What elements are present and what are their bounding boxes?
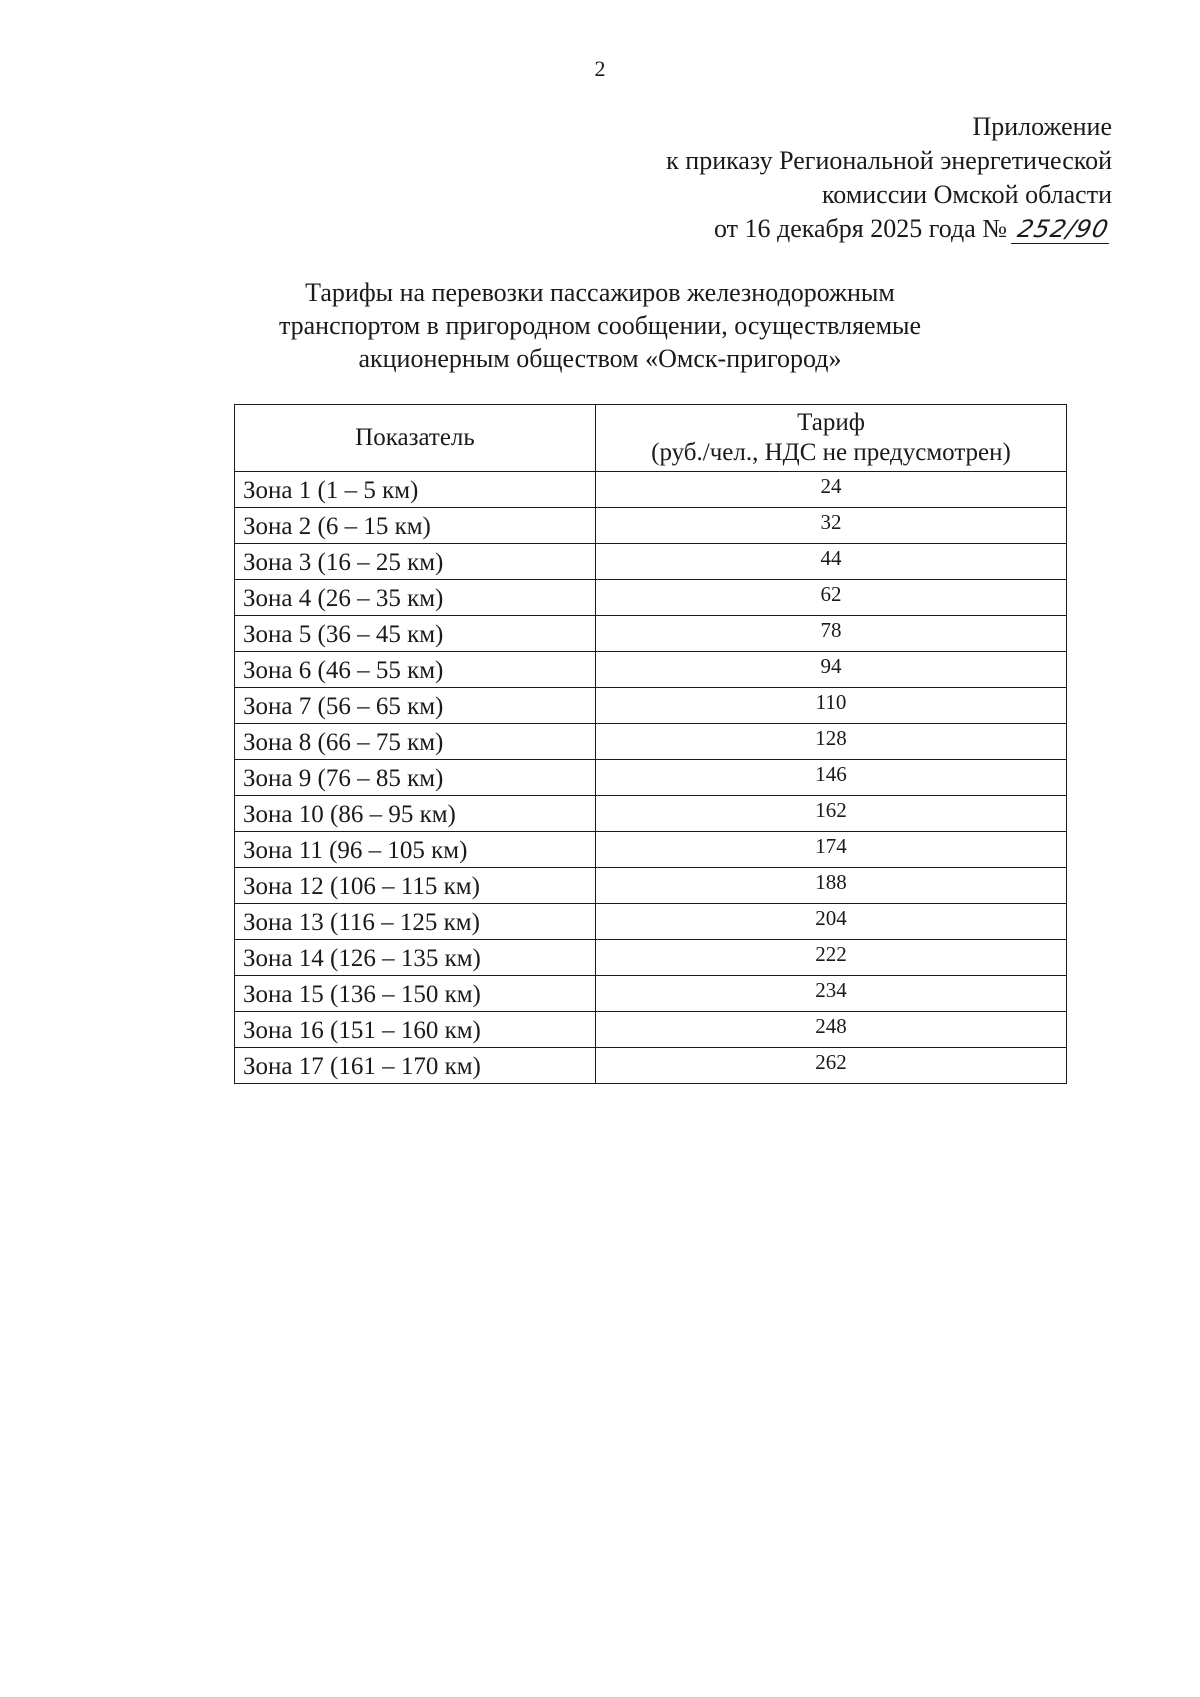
table-row <box>235 544 1067 580</box>
table-row <box>235 832 1067 868</box>
table-row <box>235 616 1067 652</box>
tariff-value-cell: 204 <box>596 904 1067 940</box>
zone-cell: Зона 9 (76 – 85 км) <box>235 760 596 796</box>
tariffs-table <box>234 404 1067 1084</box>
appendix-heading: Приложение <box>972 112 1112 141</box>
tariff-value-cell: 162 <box>596 796 1067 832</box>
header-tariff-unit: (руб./чел., НДС не предусмотрен) <box>651 439 1011 466</box>
tariff-value-cell: 234 <box>596 976 1067 1012</box>
zone-cell: Зона 4 (26 – 35 км) <box>235 580 596 616</box>
tariff-value-cell: 222 <box>596 940 1067 976</box>
appendix-date-text: от 16 декабря 2025 года № <box>713 214 1008 243</box>
zone-cell: Зона 17 (161 – 170 км) <box>235 1048 596 1084</box>
tariff-value-cell: 146 <box>596 760 1067 796</box>
zone-cell: Зона 14 (126 – 135 км) <box>235 940 596 976</box>
tariff-value-cell: 128 <box>596 724 1067 760</box>
table-row <box>235 1048 1067 1084</box>
table-row <box>235 760 1067 796</box>
appendix-order-reference: к приказу Региональной энергетической <box>666 146 1112 175</box>
header-tariff <box>596 405 1067 472</box>
tariff-value-cell: 188 <box>596 868 1067 904</box>
table-row <box>235 688 1067 724</box>
zone-cell: Зона 1 (1 – 5 км) <box>235 472 596 508</box>
zone-cell: Зона 10 (86 – 95 км) <box>235 796 596 832</box>
zone-cell: Зона 12 (106 – 115 км) <box>235 868 596 904</box>
appendix-date-line <box>412 212 1112 246</box>
tariff-value-cell: 248 <box>596 1012 1067 1048</box>
tariff-value-cell: 44 <box>596 544 1067 580</box>
zone-cell: Зона 8 (66 – 75 км) <box>235 724 596 760</box>
page-number: 2 <box>594 56 606 81</box>
tariff-value-cell: 24 <box>596 472 1067 508</box>
tariff-value-cell: 110 <box>596 688 1067 724</box>
tariff-value-cell: 32 <box>596 508 1067 544</box>
zone-cell: Зона 2 (6 – 15 км) <box>235 508 596 544</box>
zone-cell: Зона 3 (16 – 25 км) <box>235 544 596 580</box>
table-row <box>235 472 1067 508</box>
table-row <box>235 940 1067 976</box>
table-row <box>235 580 1067 616</box>
handwritten-order-number: 252/90 <box>1010 215 1115 244</box>
table-row <box>235 904 1067 940</box>
table-body <box>235 472 1067 1084</box>
zone-cell: Зона 16 (151 – 160 км) <box>235 1012 596 1048</box>
tariff-value-cell: 174 <box>596 832 1067 868</box>
header-indicator: Показатель <box>235 405 596 472</box>
zone-cell: Зона 11 (96 – 105 км) <box>235 832 596 868</box>
table-row <box>235 976 1067 1012</box>
table-row <box>235 652 1067 688</box>
tariff-value-cell: 262 <box>596 1048 1067 1084</box>
appendix-commission-name: комиссии Омской области <box>822 180 1112 209</box>
tariff-value-cell: 62 <box>596 580 1067 616</box>
table-header-row <box>235 405 1067 472</box>
document-title <box>0 276 1200 375</box>
table-row <box>235 508 1067 544</box>
document-title-line-3: акционерным обществом «Омск-пригород» <box>358 344 842 373</box>
zone-cell: Зона 7 (56 – 65 км) <box>235 688 596 724</box>
zone-cell: Зона 13 (116 – 125 км) <box>235 904 596 940</box>
document-title-line-1: Тарифы на перевозки пассажиров железнодорожным <box>305 278 895 307</box>
zone-cell: Зона 6 (46 – 55 км) <box>235 652 596 688</box>
header-tariff-title: Тариф <box>797 409 865 436</box>
table-row <box>235 1012 1067 1048</box>
table-row <box>235 724 1067 760</box>
table-row <box>235 868 1067 904</box>
appendix-block <box>412 110 1112 246</box>
table-row <box>235 796 1067 832</box>
zone-cell: Зона 15 (136 – 150 км) <box>235 976 596 1012</box>
tariff-value-cell: 78 <box>596 616 1067 652</box>
document-title-line-2: транспортом в пригородном сообщении, осуществляемые <box>278 311 922 340</box>
tariff-value-cell: 94 <box>596 652 1067 688</box>
zone-cell: Зона 5 (36 – 45 км) <box>235 616 596 652</box>
